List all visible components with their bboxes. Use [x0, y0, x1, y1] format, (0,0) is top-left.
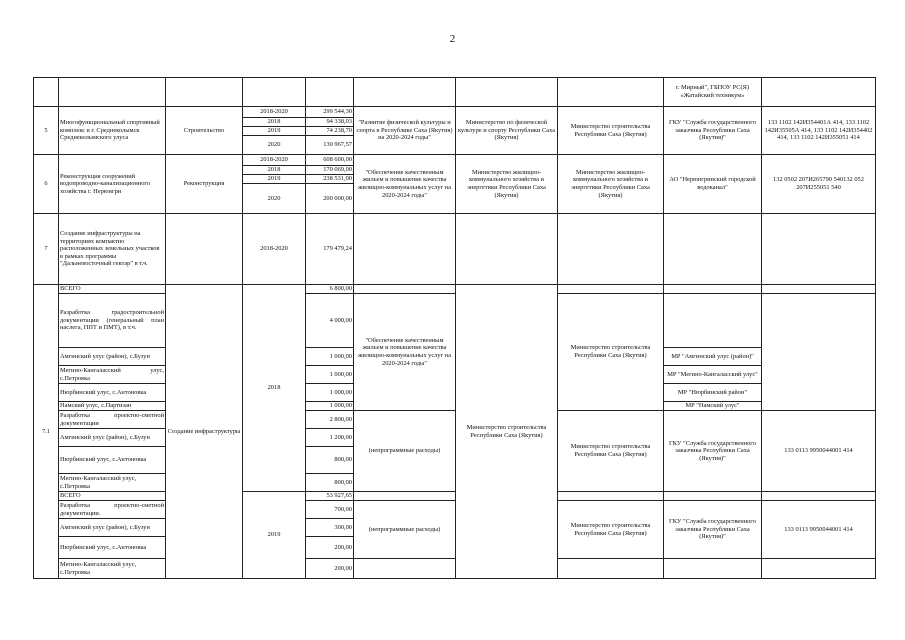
- manager-cell: г. Мирный", ГБПОУ РС(Я) «Жатайский техникум»: [664, 78, 762, 107]
- work-type: Создание инфраструктуры: [166, 285, 243, 579]
- amount-cell: 170 069,00: [306, 166, 354, 175]
- amount-cell: 1 000,00: [306, 366, 354, 384]
- manager-cell: МР "Амгинский улус (район)": [664, 348, 762, 366]
- year-cell: 2019: [243, 127, 306, 136]
- table-row: [34, 411, 876, 429]
- builder-cell: Министерство строительства Республики Саха (Якутия): [558, 501, 664, 559]
- object-name: Создание инфраструктуры на территориях компактно расположенных земельных участков в рамках программы "Дальневосточный гектар" в т.ч.: [59, 214, 166, 285]
- object-name: Амгинский улус (район), с.Бузун: [59, 429, 166, 447]
- object-name: Многофункциональный спортивный комплекс в г. Среднеколымск Среднеколымского улуса: [59, 107, 166, 155]
- amount-cell: 608 600,00: [306, 155, 354, 166]
- object-name: Амгинский улус (район), с.Бузун: [59, 348, 166, 366]
- amount-cell: 130 967,57: [306, 136, 354, 155]
- kbk-cell: 133 1102 142И354401А 414, 133 1102 142И35505А 414, 133 1102 142И354402 414, 133 1102 142И355051 414: [762, 107, 876, 155]
- program-cell: (непрограммные расходы): [354, 411, 456, 492]
- manager-cell: ГКУ "Служба государственного заказчика Республики Саха (Якутия)": [664, 501, 762, 559]
- amount-cell: 6 800,00: [306, 285, 354, 294]
- year-cell: 2019: [243, 492, 306, 579]
- row-number: 6: [34, 155, 59, 214]
- manager-cell: МР "Нюрбинский район": [664, 384, 762, 402]
- manager-cell: ГКУ "Служба государственного заказчика Республики Саха (Якутия)": [664, 411, 762, 492]
- amount-cell: 1 000,00: [306, 348, 354, 366]
- object-name: Разработка проектно-сметной документации.: [60, 501, 164, 517]
- total-label: ВСЕГО: [59, 492, 166, 501]
- amount-cell: 299 544,30: [306, 107, 354, 118]
- amount-cell: 200,00: [306, 559, 354, 579]
- ministry-cell: Министерство по физической культуре и спорту Республики Саха (Якутия): [456, 107, 558, 155]
- table-row: [34, 285, 876, 294]
- work-type: Реконструкция: [166, 155, 243, 214]
- year-cell: 2019: [243, 175, 306, 184]
- table-row: [34, 492, 876, 501]
- amount-cell: 94 338,03: [306, 118, 354, 127]
- amount-cell: 800,00: [306, 447, 354, 474]
- kbk-cell: 133 0113 9950044001 414: [762, 411, 876, 492]
- year-cell: 2020: [243, 136, 306, 155]
- amount-cell: 700,00: [306, 501, 354, 519]
- table-row: [34, 294, 876, 348]
- total-label: ВСЕГО: [59, 285, 166, 294]
- table-row: [34, 107, 876, 118]
- amount-cell: 800,00: [306, 474, 354, 492]
- table-row: [34, 214, 876, 285]
- year-cell: 2018-2020: [243, 155, 306, 166]
- object-name: Мегино-Кангаласский улус, с.Петровка: [59, 559, 166, 579]
- object-name: Мегино-Кангаласский улус, с.Петровка: [59, 474, 166, 492]
- amount-cell: 53 927,65: [306, 492, 354, 501]
- builder-cell: Министерство жилищно-коммунального хозяйства и энергетики Республики Саха (Якутия): [558, 155, 664, 214]
- program-cell: "Развитие физической культуры и спорта в Республике Саха (Якутия) на 2020-2024 годы": [354, 107, 456, 155]
- table-row: [34, 501, 876, 519]
- ministry-cell: Министерство жилищно-коммунального хозяйства и энергетики Республики Саха (Якутия): [456, 155, 558, 214]
- amount-cell: 200 000,00: [306, 184, 354, 214]
- amount-cell: 1 000,00: [306, 402, 354, 411]
- page-number: 2: [449, 33, 456, 45]
- program-cell: (непрограммные расходы): [354, 501, 456, 559]
- investment-table: [33, 77, 876, 579]
- builder-cell: Министерство строительства Республики Саха (Якутия): [558, 107, 664, 155]
- object-name: Нюрбинский улус, с.Антоновка: [59, 447, 166, 474]
- year-cell: 2018: [243, 118, 306, 127]
- object-name: Разработка проектно-сметной документации: [60, 411, 164, 427]
- year-cell: 2018: [243, 166, 306, 175]
- program-cell: "Обеспечение качественным жильем и повышение качества жилищно-коммунальных услуг на 2020-2024 годы": [354, 155, 456, 214]
- ministry-cell: Министерство строительства Республики Саха (Якутия): [456, 285, 558, 579]
- object-name: Нюрбинский улус, с.Антоновка: [59, 384, 166, 402]
- object-name: Нюрбинский улус, с.Антоновка: [59, 537, 166, 559]
- builder-cell: Министерство строительства Республики Саха (Якутия): [558, 411, 664, 492]
- amount-cell: 4 000,00: [306, 294, 354, 348]
- object-name: Мегино-Кангаласский улус, с.Петровка: [60, 366, 164, 382]
- row-number: 7: [34, 214, 59, 285]
- amount-cell: 238 531,00: [306, 175, 354, 184]
- amount-cell: 300,00: [306, 519, 354, 537]
- amount-cell: 1 200,00: [306, 429, 354, 447]
- kbk-cell: 133 0113 9950044001 414: [762, 501, 876, 559]
- object-name: Реконструкция сооружений водопроводно-канализационного хозяйства г. Нерюнгри: [59, 155, 166, 214]
- row-number: 7.1: [34, 285, 59, 579]
- year-cell: 2018-2020: [243, 107, 306, 118]
- table-row: [34, 559, 876, 579]
- row-number: 5: [34, 107, 59, 155]
- amount-cell: 74 238,70: [306, 127, 354, 136]
- program-cell: "Обеспечение качественным жильем и повышение качества жилищно-коммунальных услуг на 2020-2024 годы": [354, 294, 456, 411]
- builder-cell: Министерство строительства Республики Саха (Якутия): [558, 294, 664, 411]
- year-cell: 2018: [243, 285, 306, 492]
- year-cell: 2020: [243, 184, 306, 214]
- object-name: Разработка градостроительной документации (генеральный план наслега, ППТ и ПМТ), в т.ч.: [59, 294, 166, 348]
- year-cell: 2018-2020: [243, 214, 306, 285]
- object-name: Амгинский улус (район), с.Бузун: [59, 519, 166, 537]
- kbk-cell: 132 0502 207И265790 540132 052 207И255051 540: [762, 155, 876, 214]
- amount-cell: 1 000,00: [306, 384, 354, 402]
- manager-cell: МР "Намский улус": [664, 402, 762, 411]
- amount-cell: 2 800,00: [306, 411, 354, 429]
- object-name: Намский улус, с.Партизан: [59, 402, 166, 411]
- manager-cell: ГКУ "Служба государственного заказчика Республики Саха (Якутия)": [664, 107, 762, 155]
- work-type: Строительство: [166, 107, 243, 155]
- table-row: [34, 155, 876, 166]
- table-row: [34, 78, 876, 107]
- manager-cell: АО "Нерюнгринский городской водоканал": [664, 155, 762, 214]
- amount-cell: 200,00: [306, 537, 354, 559]
- manager-cell: МР "Мегино-Кангаласский улус": [664, 366, 762, 384]
- amount-cell: 179 479,24: [306, 214, 354, 285]
